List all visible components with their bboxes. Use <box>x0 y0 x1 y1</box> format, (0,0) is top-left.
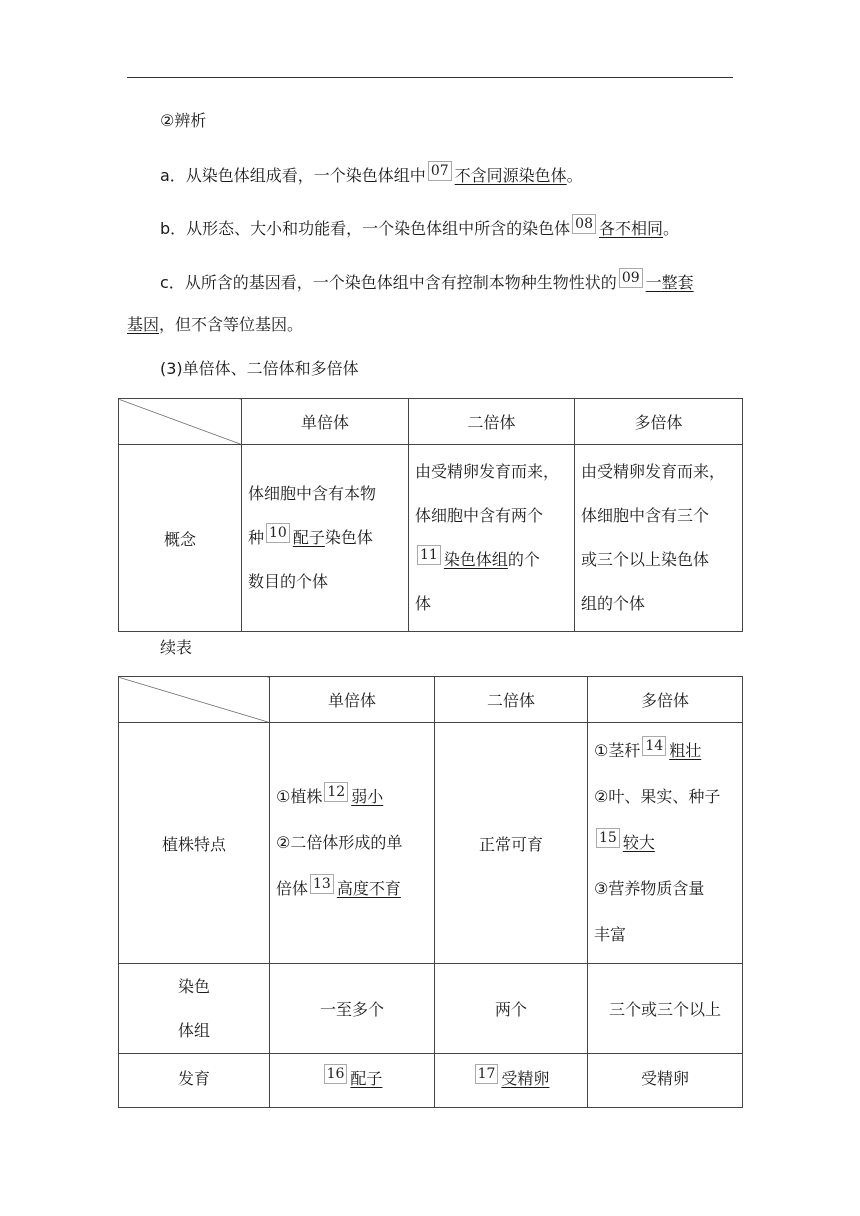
blank-number-16: 16 <box>324 1064 348 1084</box>
analysis-item-a <box>160 161 583 187</box>
item-a-text: a．从染色体组成看，一个染色体组中 <box>160 166 426 185</box>
item-c-end: ，但不含等位基因。 <box>159 315 304 334</box>
header-rule <box>127 77 733 78</box>
analysis-item-c <box>160 268 694 294</box>
blank-number-11: 11 <box>417 545 441 565</box>
answer-12: 弱小 <box>351 787 384 806</box>
answer-a: 不含同源染色体 <box>454 166 567 185</box>
blank-number-07: 07 <box>428 161 452 181</box>
development-polyploid: 受精卵 <box>588 1054 743 1108</box>
concept-polyploid-line3: 或三个以上染色体 <box>581 550 710 569</box>
row-label-chromosome-set-line1: 染色 <box>177 976 210 996</box>
analysis-heading: ②辨析 <box>160 111 207 130</box>
blank-number-08: 08 <box>572 214 596 234</box>
concept-haploid-line2 <box>248 516 402 560</box>
concept-haploid-line3: 数目的个体 <box>248 572 329 591</box>
traits-polyploid-line4: ③营养物质含量 <box>594 879 705 898</box>
answer-c-part2: 基因 <box>127 315 160 334</box>
row-label-development: 发育 <box>119 1054 270 1108</box>
header-polyploid: 多倍体 <box>575 399 743 445</box>
item-a-end: 。 <box>566 166 583 185</box>
header2-diploid: 二倍体 <box>435 677 588 723</box>
traits-polyploid-l1: ①茎秆 <box>594 741 641 760</box>
concept-diploid-line1: 由受精卵发育而来， <box>415 462 560 481</box>
table1-header-row <box>119 399 743 445</box>
ploidy-table-1 <box>118 398 743 632</box>
concept-polyploid-line4: 组的个体 <box>581 594 646 613</box>
blank-number-14: 14 <box>642 736 666 756</box>
answer-13: 高度不育 <box>336 879 401 898</box>
header-diploid: 二倍体 <box>409 399 575 445</box>
answer-16: 配子 <box>350 1069 383 1088</box>
traits-haploid-l1: ①植株 <box>276 787 323 806</box>
concept-haploid-post: 染色体 <box>324 528 373 547</box>
traits-diploid: 正常可育 <box>435 723 588 964</box>
row-label-concept: 概念 <box>119 445 242 632</box>
table2-header-row <box>119 677 743 723</box>
traits-polyploid-line3 <box>594 820 736 866</box>
table2-chromosome-set-row <box>119 964 743 1054</box>
analysis-item-c-cont <box>127 314 303 336</box>
traits-haploid-line1 <box>276 774 428 820</box>
answer-17: 受精卵 <box>501 1069 550 1088</box>
concept-polyploid-line1: 由受精卵发育而来， <box>581 462 726 481</box>
analysis-item-b <box>160 214 679 240</box>
traits-haploid <box>270 723 435 964</box>
development-diploid <box>435 1054 588 1108</box>
blank-number-09: 09 <box>619 268 643 288</box>
concept-haploid-line1: 体细胞中含有本物 <box>248 484 377 503</box>
item-b-text: b．从形态、大小和功能看，一个染色体组中所含的染色体 <box>160 219 571 238</box>
concept-diploid-line4: 体 <box>415 594 432 613</box>
section-title: (3)单倍体、二倍体和多倍体 <box>160 359 359 378</box>
blank-number-17: 17 <box>475 1064 499 1084</box>
blank-number-13: 13 <box>310 874 334 894</box>
concept-polyploid <box>575 445 743 632</box>
table2-development-row <box>119 1054 743 1108</box>
concept-haploid-pre: 种 <box>248 528 265 547</box>
chromosome-set-haploid: 一至多个 <box>270 964 435 1054</box>
chromosome-set-polyploid: 三个或三个以上 <box>588 964 743 1054</box>
table2-plant-traits-row <box>119 723 743 964</box>
header2-polyploid: 多倍体 <box>588 677 743 723</box>
diagonal-header-cell-2 <box>119 677 270 723</box>
traits-polyploid-line2: ②叶、果实、种子 <box>594 787 721 806</box>
answer-14: 粗壮 <box>669 741 702 760</box>
answer-11: 染色体组 <box>443 550 508 569</box>
traits-haploid-l3: 倍体 <box>276 879 309 898</box>
concept-polyploid-line2: 体细胞中含有三个 <box>581 506 710 525</box>
blank-number-15: 15 <box>596 828 620 848</box>
item-c-text: c．从所含的基因看，一个染色体组中含有控制本物种生物性状的 <box>160 273 617 292</box>
row-label-chromosome-set <box>119 964 270 1054</box>
concept-diploid <box>409 445 575 632</box>
traits-polyploid-line1 <box>594 728 736 774</box>
answer-b: 各不相同 <box>599 219 664 238</box>
blank-number-12: 12 <box>324 782 348 802</box>
row-label-chromosome-set-line2: 体组 <box>177 1020 210 1040</box>
traits-haploid-line2: ②二倍体形成的单 <box>276 833 403 852</box>
answer-10: 配子 <box>292 528 325 547</box>
diagonal-header-cell <box>119 399 242 445</box>
chromosome-set-diploid: 两个 <box>435 964 588 1054</box>
header2-haploid: 单倍体 <box>270 677 435 723</box>
concept-diploid-line3 <box>415 538 568 582</box>
concept-diploid-post: 的个 <box>507 550 540 569</box>
traits-polyploid <box>588 723 743 964</box>
traits-polyploid-line5: 丰富 <box>594 925 627 944</box>
answer-c-part1: 一整套 <box>645 273 694 292</box>
blank-number-10: 10 <box>266 523 290 543</box>
continued-label: 续表 <box>160 638 193 657</box>
traits-haploid-line3 <box>276 866 428 912</box>
item-b-end: 。 <box>663 219 680 238</box>
ploidy-table-2 <box>118 676 743 1108</box>
row-label-plant-traits: 植株特点 <box>119 723 270 964</box>
concept-diploid-line2: 体细胞中含有两个 <box>415 506 544 525</box>
header-haploid: 单倍体 <box>242 399 409 445</box>
concept-haploid <box>242 445 409 632</box>
development-haploid <box>270 1054 435 1108</box>
answer-15: 较大 <box>622 833 655 852</box>
table1-concept-row <box>119 445 743 632</box>
